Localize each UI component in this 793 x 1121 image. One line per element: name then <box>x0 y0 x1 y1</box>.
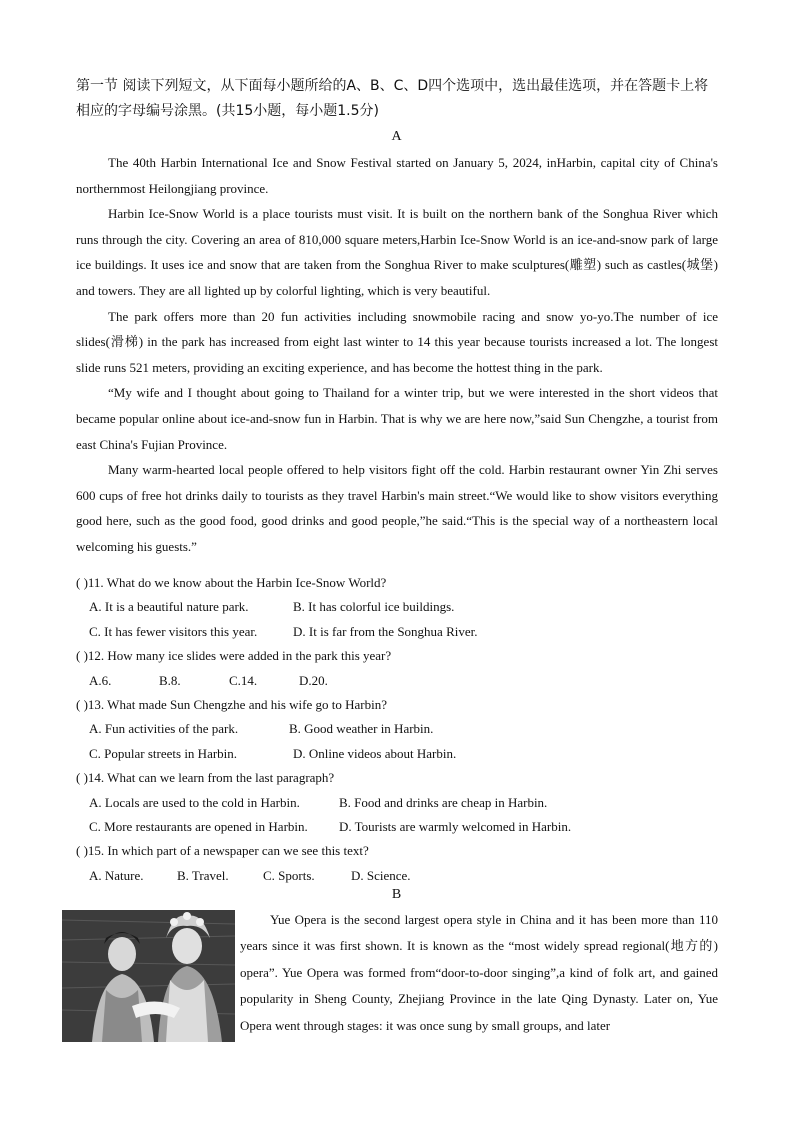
passage-a-paragraph: Many warm-hearted local people offered to help visitors fight off the cold. Harbin restaurant owner Yin Zhi serves 600 cups of free hot drinks daily to tourists as they travel Harbin's main street.“We would like to show visitors everything good here, such as the good food, good drinks and good people,”he said.“This is the special way of a northeastern local welcoming his guests.” <box>76 462 718 554</box>
opera-photo-illustration <box>62 910 235 1042</box>
options-row <box>76 815 718 839</box>
passage-b-paragraph: Yue Opera is the second largest opera style in China and it has been more than 110 years since it was first shown. It is known as the “most widely spread regional(地方的) opera”. Yue Opera was formed from“door-to-door singing”,a kind of folk art, and gained popularity in Sheng County, Zhejiang Province in the late Qing Dynasty. Later on, Yue Opera went through stages: it was once sung by small groups, and later <box>240 912 718 1033</box>
option-c: C. More restaurants are opened in Harbin. <box>89 819 308 835</box>
question-stem: ( )15. In which part of a newspaper can we see this text? <box>76 843 369 859</box>
option-a: A.6. <box>89 672 112 688</box>
option-c: C. Popular streets in Harbin. <box>89 745 238 761</box>
passage-b-title: B <box>391 887 402 902</box>
option-b: B. Travel. <box>177 867 229 883</box>
options-row <box>76 620 718 644</box>
options-row <box>76 669 718 693</box>
option-d: D. Online videos about Harbin. <box>293 745 457 761</box>
passage-a-paragraph: “My wife and I thought about going to Thailand for a winter trip, but we were interested in the short videos that became popular online about ice-and-snow fun in Harbin. That is why we are here now,”said Sun Chengzhe, a tourist from east China's Fujian Province. <box>76 385 718 452</box>
option-d: D. Science. <box>351 867 411 883</box>
options-row <box>76 791 718 815</box>
option-b: B. It has colorful ice buildings. <box>293 599 455 615</box>
option-b: B. Food and drinks are cheap in Harbin. <box>339 794 548 810</box>
passage-a-paragraph: The 40th Harbin International Ice and Snow Festival started on January 5, 2024, inHarbin, capital city of China's northernmost Heilongjiang province. <box>76 155 718 196</box>
option-c: C. It has fewer visitors this year. <box>89 623 258 639</box>
option-a: A. Nature. <box>89 867 144 883</box>
passage-a-paragraph: Harbin Ice-Snow World is a place tourists must visit. It is built on the northern bank of the Songhua River which runs through the city. Covering an area of 810,000 square meters,Harbin Ice-Snow World is an ice-and-snow park of large ice buildings. It uses ice and snow that are taken from the Songhua River to make sculptures(雕塑) such as castles(城堡) and towers. They are all lighted up by colorful lighting, which is very beautiful. <box>76 206 718 298</box>
options-row <box>76 742 718 766</box>
passage-b <box>240 907 718 1039</box>
options-row <box>76 717 718 741</box>
question-stem: ( )14. What can we learn from the last paragraph? <box>76 770 335 786</box>
option-b: B.8. <box>159 672 181 688</box>
question-stem: ( )11. What do we know about the Harbin Ice-Snow World? <box>76 575 387 590</box>
options-row <box>76 864 718 888</box>
section-instruction: 第一节 阅读下列短文，从下面每小题所给的A、B、C、D四个选项中，选出最佳选项，并在答题卡上将相应的字母编号涂黑。(共15小题，每小题1.5分) <box>76 78 709 119</box>
question-stem: ( )13. What made Sun Chengzhe and his wife go to Harbin? <box>76 697 387 713</box>
option-a: A. Fun activities of the park. <box>89 721 239 737</box>
option-d: D. Tourists are warmly welcomed in Harbin. <box>339 819 572 835</box>
question-stem: ( )12. How many ice slides were added in the park this year? <box>76 648 392 664</box>
option-a: A. Locals are used to the cold in Harbin. <box>89 794 300 810</box>
option-b: B. Good weather in Harbin. <box>289 721 434 737</box>
option-c: C. Sports. <box>263 867 315 883</box>
option-c: C.14. <box>229 672 258 688</box>
passage-a-paragraph: The park offers more than 20 fun activities including snowmobile racing and snow yo-yo.The number of ice slides(滑梯) in the park has increased from eight last winter to 14 this year because tourists increased a lot. The longest slide runs 521 meters, providing an exciting experience, and has become the hottest thing in the park. <box>76 308 718 375</box>
opera-performers-photo <box>62 910 235 1042</box>
options-row <box>76 595 718 619</box>
passage-a <box>76 150 718 560</box>
option-d: D.20. <box>299 672 328 688</box>
option-a: A. It is a beautiful nature park. <box>89 599 249 615</box>
question-list <box>76 571 718 888</box>
passage-a-title: A <box>391 129 402 144</box>
option-d: D. It is far from the Songhua River. <box>293 623 478 639</box>
